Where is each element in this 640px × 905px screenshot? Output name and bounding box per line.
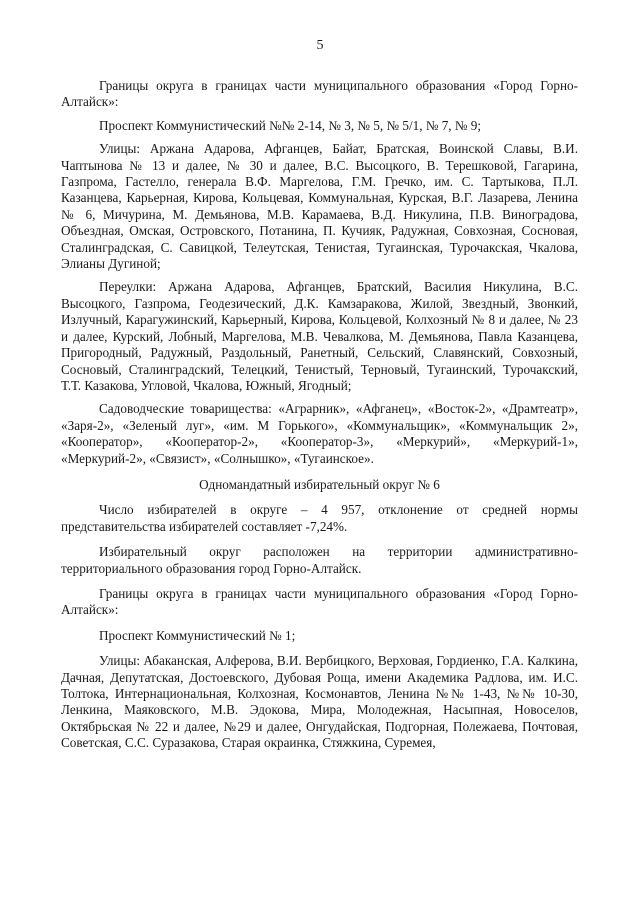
streets-paragraph-6: Улицы: Абаканская, Алферова, В.И. Вербицкого, Верховая, Гордиенко, Г.А. Калкина, Дачная, Депутатская, Достоевского, Дубовая Роща, имени Академика Радлова, им. И.С. Толтока, Интернациональная, Колхозная, Космонавтов, Ленина №№ 1-43, №№ 10-30, Ленкина, Маяковского, М.В. Эдокова, Мира, Молодежная, Насыпная, Новоселов, Октябрьская № 22 и далее, №29 и далее, Онгудайская, Подгорная, Полежаева, Почтовая, Советская, С.С. Суразакова, Старая окраинка, Стяжкина, Суремея, — [61, 653, 578, 751]
prospekt-paragraph-6: Проспект Коммунистический № 1; — [99, 627, 296, 643]
gardens-paragraph: Садоводческие товарищества: «Аграрник», «Афганец», «Восток-2», «Драмтеатр», «Заря-2», «Зеленый луг», «им. М Горького», «Коммунальщик», «Коммунальщик 2», «Кооператор», «Кооператор-2», «Кооператор-3», «Меркурий», «Меркурий-1», «Меркурий-2», «Связист», «Солнышко», «Тугаинское». — [61, 401, 578, 466]
lanes-paragraph: Переулки: Аржана Адарова, Афганцев, Братский, Василия Никулина, В.С. Высоцкого, Газпрома, Геодезический, Д.К. Камзаракова, Жилой, Звездный, Звонкий, Излучный, Карагужинский, Карьерный, Кирова, Кольцевой, Колхозный № 8 и далее, № 23 и далее, Курский, Лобный, Маргелова, М.В. Чевалкова, М. Демьянова, Павла Казанцева, Пригородный, Радужный, Раздольный, Ранетный, Сельский, Славянский, Совхозный, Сосновый, Сталинградский, Телецкий, Тенистый, Терновый, Тугаинский, Турочакский, Т.Т. Казакова, Угловой, Чкалова, Южный, Ягодный; — [61, 279, 578, 393]
district-heading: Одномандатный избирательный округ № 6 — [199, 476, 440, 492]
streets-paragraph: Улицы: Аржана Адарова, Афганцев, Байат, Братская, Воинской Славы, В.И. Чаптынова № 13 и далее, № 30 и далее, В.С. Высоцкого, В. Терешковой, Гагарина, Газпрома, Гастелло, генерала В.Ф. Маргелова, Г.М. Гречко, им. С. Тартыкова, П.Л. Казанцева, Карьерная, Кирова, Кольцевая, Коммунальная, Курская, В.Г. Лазарева, Ленина № 6, Мичурина, М. Демьянова, М.В. Карамаева, В.Д. Никулина, П.В. Виноградова, Объездная, Омская, Островского, Потанина, П. Кучияк, Радужная, Совхозная, Сосновая, Сталинградская, С. Савицкой, Телеутская, Тенистая, Тугаинская, Турочакская, Чкалова, Элианы Дугиной; — [61, 141, 578, 272]
page-number: 5 — [316, 38, 324, 53]
boundaries-intro-paragraph-6: Границы округа в границах части муниципального образования «Город Горно-Алтайск»: — [61, 585, 578, 618]
boundaries-intro-paragraph: Границы округа в границах части муниципального образования «Город Горно-Алтайск»: — [61, 78, 578, 110]
prospekt-paragraph: Проспект Коммунистический №№ 2-14, № 3, № 5, № 5/1, № 7, № 9; — [99, 117, 482, 133]
voters-paragraph: Число избирателей в округе – 4 957, отклонение от средней нормы представительства избирателей составляет -7,24%. — [61, 502, 578, 534]
location-paragraph: Избирательный округ расположен на территории административно-территориального образования город Горно-Алтайск. — [61, 544, 578, 576]
document-body — [61, 78, 578, 759]
